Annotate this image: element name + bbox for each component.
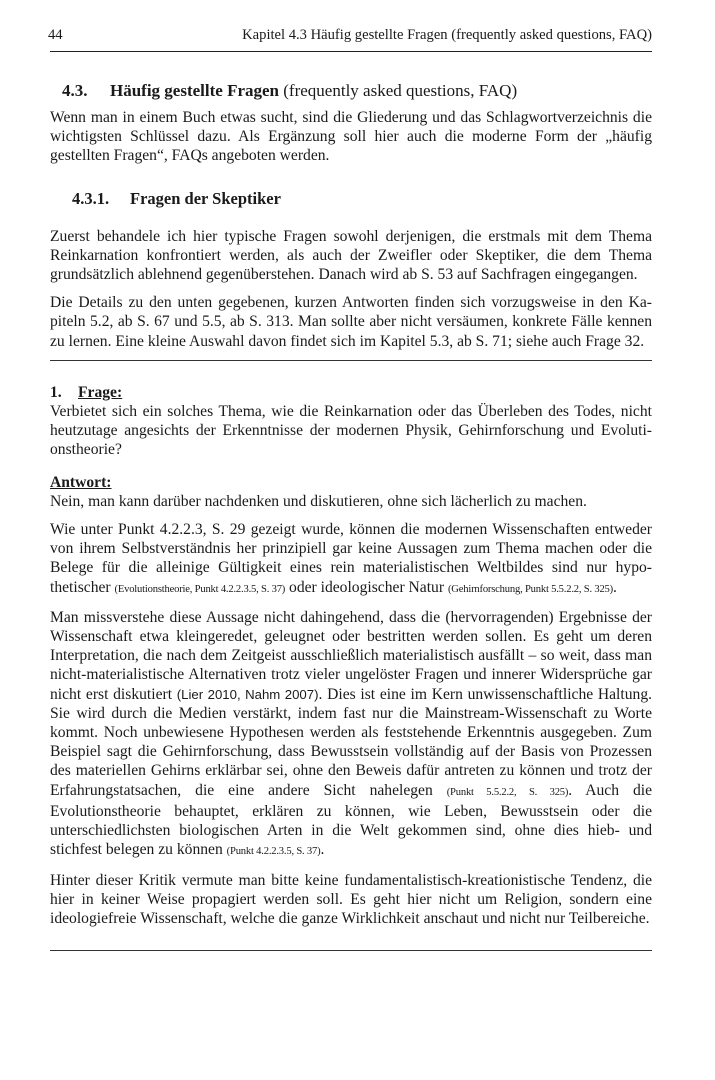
header-rule <box>50 51 652 52</box>
question-block <box>50 383 652 928</box>
section-intro-paragraph: Wenn man in einem Buch etwas sucht, sind die Gliederung und das Schlagwortverzeichnis die wichtigsten Schlüssel dazu. Als Ergänzung soll hier auch die moderne Form der „häufig gestellten Fragen“, FAQs angeboten werden. <box>50 109 652 165</box>
subsection-paragraph-2: Die Details zu den unten gegebenen, kurzen Antworten finden sich vorzugsweise in den Kapiteln 5.2, ab S. 67 und 5.5, ab S. 313. Man sollte aber nicht versäumen, konkrete Fälle kennen zu lernen. Eine kleine Auswahl davon findet sich im Kapitel 5.3, ab S. 71; siehe auch Frage 32. <box>50 294 652 350</box>
question-heading <box>50 383 652 402</box>
answer-heading <box>50 473 652 492</box>
answer-paragraph-c: Hinter dieser Kritik vermute man bitte keine fundamentalistisch-kreationistische Tendenz, die hier in keiner Weise propagiert werden soll. Es geht hier nicht um Religion, sondern eine ideologiefreie Wissenschaft, welche die ganze Wirklichkeit anschaut und nicht nur Teilbereiche. <box>50 871 652 927</box>
reference-point-5522: (Punkt 5.5.2.2, S. 325) <box>446 786 569 798</box>
answer-paragraph-b-end: . <box>320 841 325 859</box>
reference-evolution: (Evolutionstheorie, Punkt 4.2.2.3.5, S. 37) <box>114 583 286 595</box>
citation-lier-nahm: (Lier 2010, Nahm 2007) <box>176 686 319 702</box>
answer-paragraph-a <box>50 520 652 599</box>
answer-label: Antwort: <box>50 473 112 491</box>
answer-paragraph-b-rest2: . Auch die Evolutionstheorie behauptet, erklären zu können, wie Leben, Bewusstsein oder die unterschiedlichsten biologischen Arten in die Welt gekommen sind, ohne dies hieb- und stichfest belegen zu können <box>50 781 652 859</box>
question-number: 1. <box>50 383 62 401</box>
divider-rule-top <box>50 360 652 361</box>
answer-paragraph-a-text: Wie unter Punkt 4.2.2.3, S. 29 gezeigt wurde, können die modernen Wissenschaften entweder von ihrem Selbstverständnis her prinzipiell gar keine Aussagen zum Thema machen oder die Belege für die alleinige Gültigkeit eines rein materialistischen Weltbildes sind nur hypothetischer <box>50 521 652 596</box>
answer-first-line: Nein, man kann darüber nachdenken und diskutieren, ohne sich lächerlich zu machen. <box>50 492 587 510</box>
section-title: Häufig gestellte Fragen <box>110 81 280 100</box>
section-number: 4.3. <box>62 81 88 100</box>
subsection-number: 4.3.1. <box>72 188 110 208</box>
question-label: Frage: <box>78 383 123 401</box>
page-number: 44 <box>48 27 63 43</box>
subsection-heading <box>72 188 652 210</box>
question-text: Verbietet sich ein solches Thema, wie die Reinkarnation oder das Überleben des Todes, nicht heutzutage angesichts der Erkenntnisse der modernen Physik, Gehirnforschung und Evolutionstheorie? <box>50 403 652 459</box>
answer-paragraph-b-text: Man missverstehe diese Aussage nicht dahingehend, dass die (hervorragenden) Ergebnisse der Wissenschaft etwa kleingeredet, geleugnet oder bestritten werden sollen. Es geht um deren Interpretation, die nach dem Zeitgeist ausschließlich materialistisch ausfällt – so weit, dass man nicht-materialistische Alternativen trotz vieler ungelöster Fragen und innerer Widersprüche gar nicht erst diskutiert <box>50 608 652 703</box>
page-body <box>50 80 652 951</box>
reference-brain-research: (Gehirnforschung, Punkt 5.5.2.2, S. 325) <box>447 583 613 595</box>
answer-paragraph-b-rest: . Dies ist eine im Kern unwissenschaftliche Haltung. Sie wird durch die Medien verstärkt, indem fast nur die Mainstream-Wissenschaft zu Worte kommt. Noch unbewiesene Hypothesen werden als feststehende Erkenntnis ausgegeben. Zum Beispiel sagt die Gehirnforschung, dass Bewusstsein vollständig auf der Basis von Prozessen des materiellen Gehirns erklärbar sei, ohne den Beweis dafür antreten zu können und trotz der Erfahrungstatsachen, die eine andere Sicht nahelegen <box>50 685 653 799</box>
subsection-title: Fragen der Skeptiker <box>130 188 281 208</box>
answer-paragraph-a-end: . <box>612 578 617 596</box>
section-title-rest: (frequently asked questions, FAQ) <box>279 81 518 100</box>
running-title: Kapitel 4.3 Häufig gestellte Fragen (frequently asked questions, FAQ) <box>242 27 652 43</box>
answer-paragraph-b <box>50 608 652 862</box>
subsection-paragraph-1: Zuerst behandele ich hier typische Fragen sowohl derjenigen, die erstmals mit dem Thema Reinkarnation konfrontiert werden, als auch der Zweifler oder Skeptiker, die dem Thema grundsätzlich ablehnend gegenüberstehen. Danach wird ab S. 53 auf Sachfragen eingegangen. <box>50 227 652 284</box>
section-heading <box>62 80 652 102</box>
reference-point-42235: (Punkt 4.2.2.3.5, S. 37) <box>226 846 321 858</box>
divider-rule-bottom <box>50 950 652 951</box>
answer-paragraph-a-mid: oder ideologischer Natur <box>285 578 448 596</box>
